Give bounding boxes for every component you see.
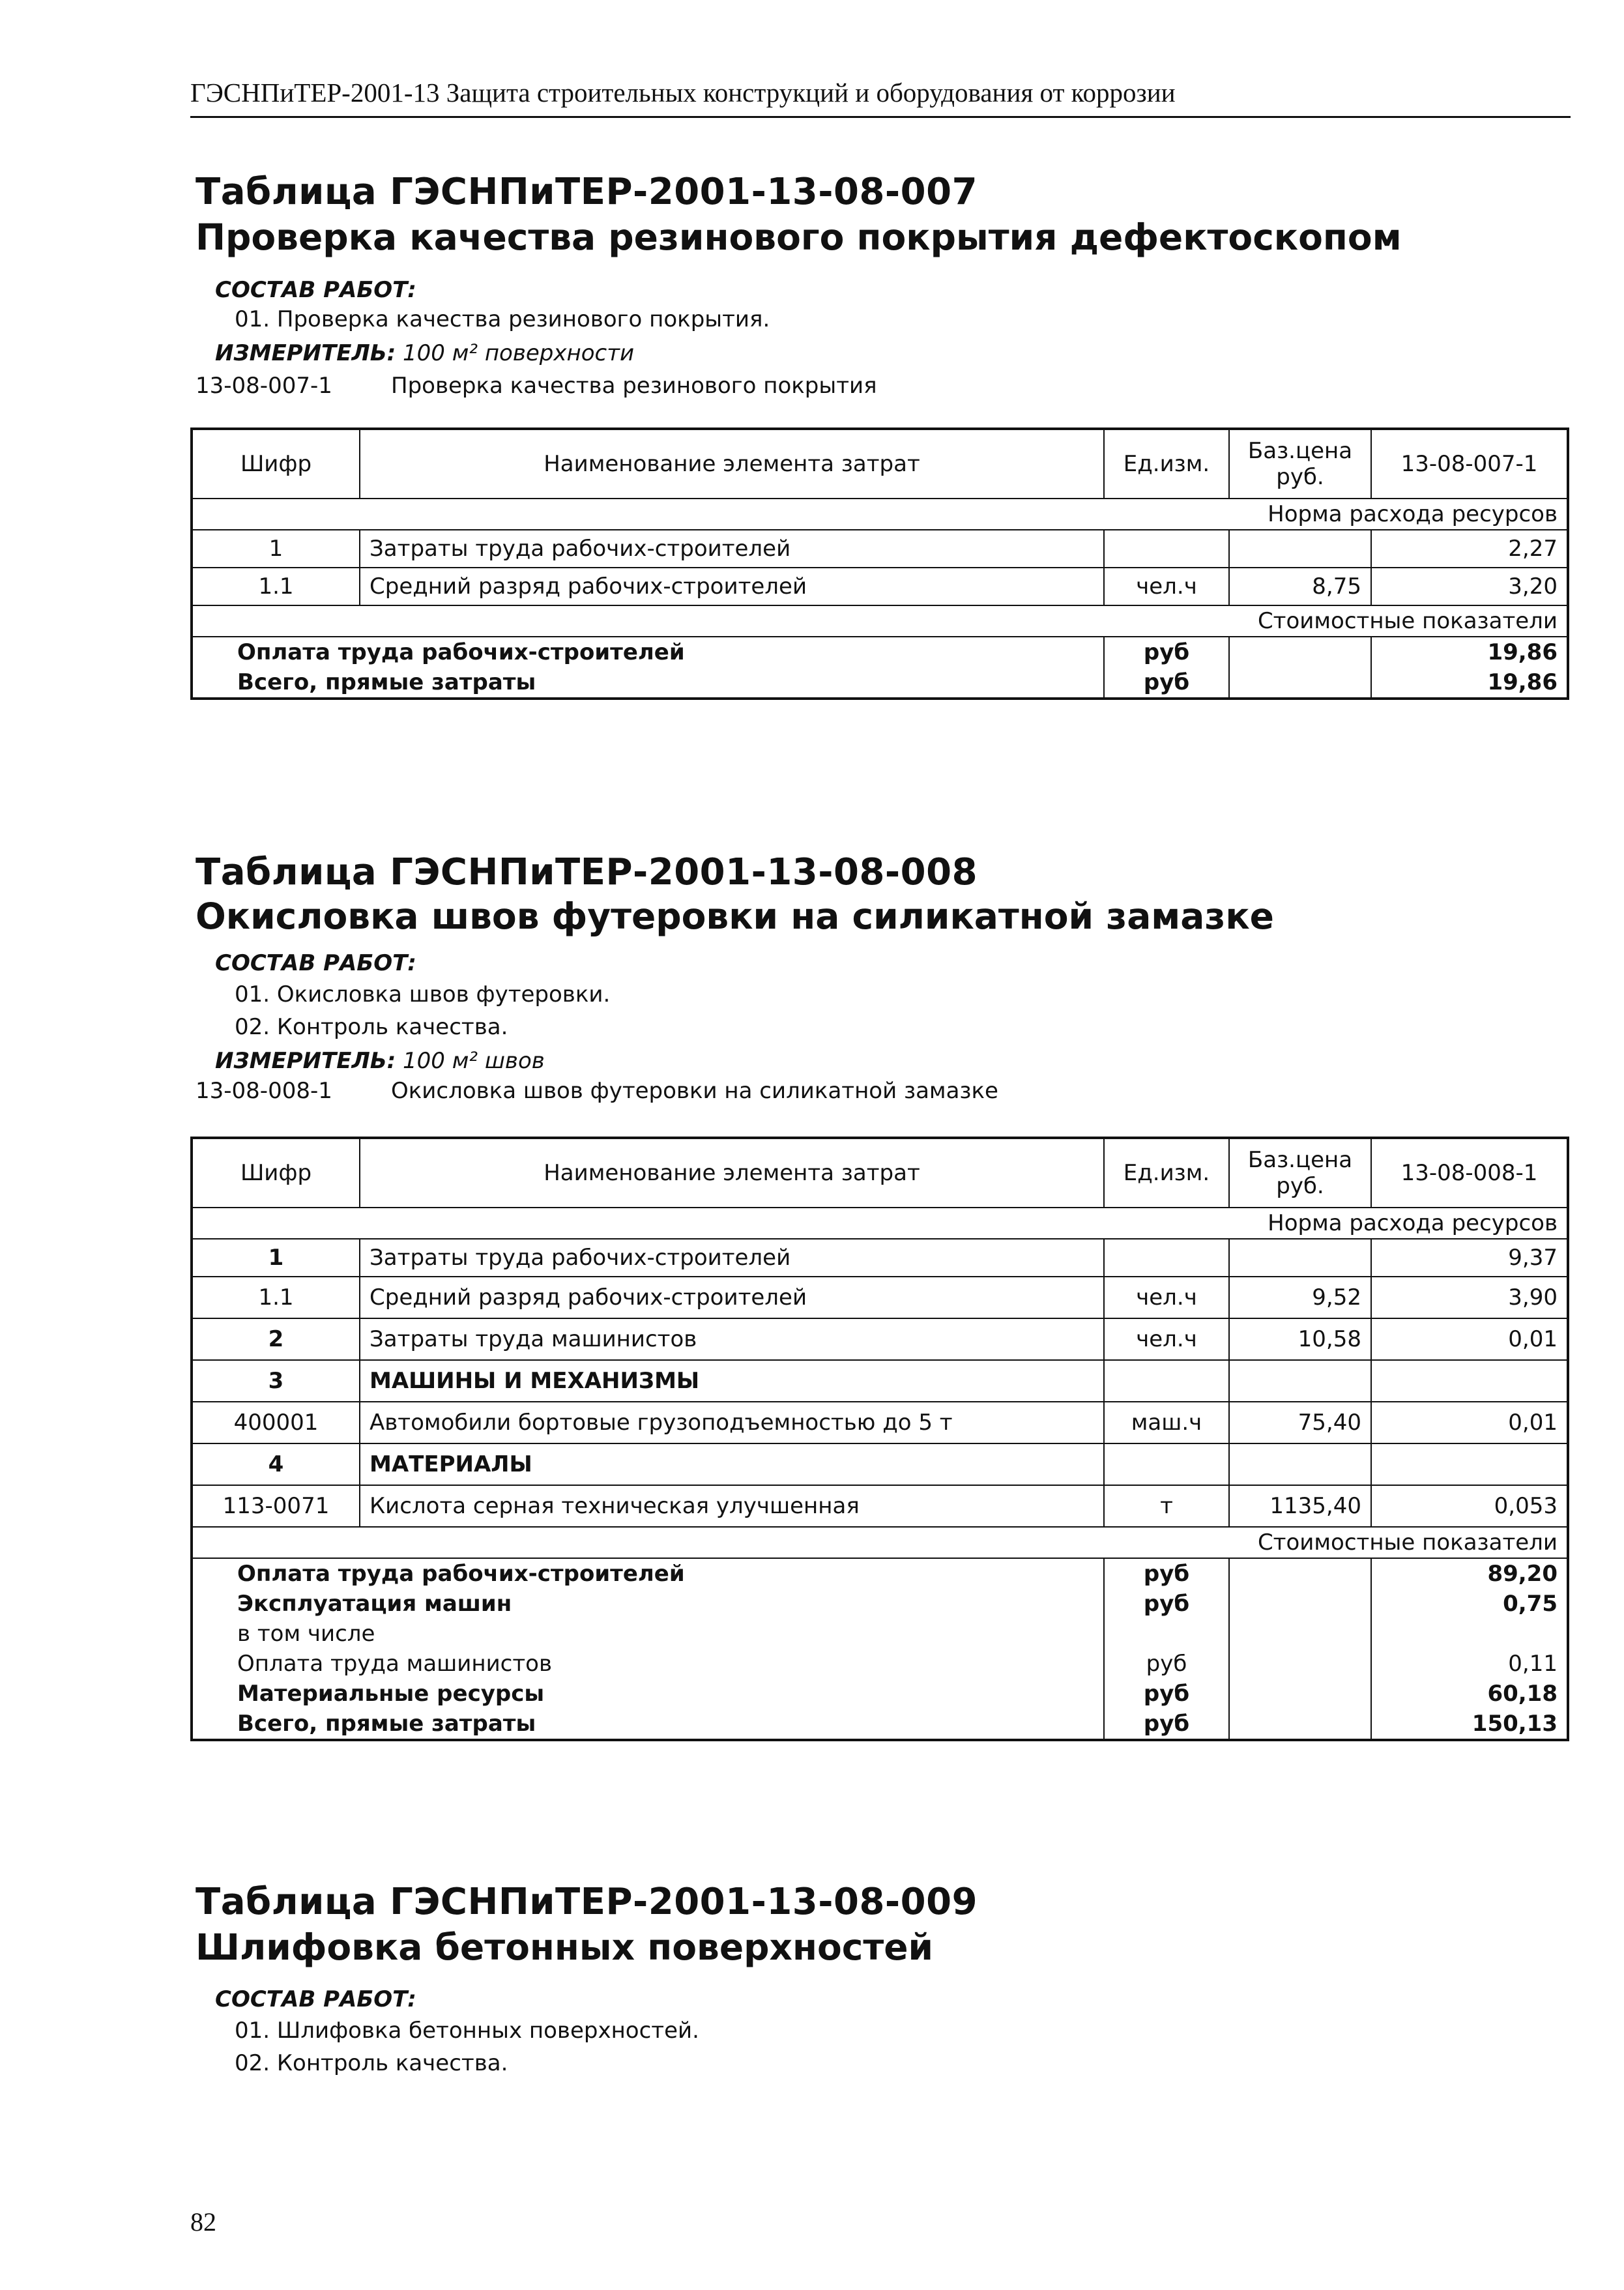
table-row [192, 568, 1568, 605]
price-cell: 10,58 [1229, 1318, 1371, 1360]
value-cell: 3,90 [1371, 1277, 1568, 1318]
empty-cell [1229, 1558, 1371, 1589]
composition-label: СОСТАВ РАБОТ: [215, 950, 416, 976]
unit-cell [1104, 1239, 1229, 1277]
code-cell: 1.1 [192, 568, 360, 605]
col-unit-header: Ед.изм. [1104, 1138, 1229, 1208]
value-cell: 150,13 [1371, 1709, 1568, 1740]
unit-cell: т [1104, 1485, 1229, 1527]
unit-cell [1104, 1360, 1229, 1402]
empty-cell [1229, 1619, 1371, 1649]
empty-cell [1229, 667, 1371, 699]
name-cell: Материальные ресурсы [192, 1679, 1104, 1709]
name-cell: Затраты труда машинистов [360, 1318, 1104, 1360]
price-cell: 1135,40 [1229, 1485, 1371, 1527]
col-code-header: Шифр [192, 1138, 360, 1208]
price-cell [1229, 1443, 1371, 1485]
value-cell [1371, 1619, 1568, 1649]
table-row [192, 1239, 1568, 1277]
code-cell: 4 [192, 1443, 360, 1485]
table-title: Таблица ГЭСНПиТЕР-2001-13-08-008 [196, 851, 978, 893]
unit-cell: руб [1104, 1558, 1229, 1589]
meter-line [215, 340, 634, 366]
code-line-text: Окисловка швов футеровки на силикатной замазке [391, 1078, 998, 1104]
unit-cell [1104, 1443, 1229, 1485]
header-rule [190, 116, 1571, 118]
col-unit-header: Ед.изм. [1104, 429, 1229, 499]
unit-cell: чел.ч [1104, 1318, 1229, 1360]
value-cell: 0,75 [1371, 1589, 1568, 1619]
meter-key: ИЗМЕРИТЕЛЬ: [215, 1048, 396, 1074]
table-row [192, 1360, 1568, 1402]
price-cell [1229, 1360, 1371, 1402]
name-cell: Затраты труда рабочих-строителей [360, 1239, 1104, 1277]
unit-cell: руб [1104, 1709, 1229, 1740]
code-cell: 113-0071 [192, 1485, 360, 1527]
norm-header: Норма расхода ресурсов [192, 1208, 1568, 1239]
total-row [192, 1558, 1568, 1589]
unit-cell: руб [1104, 667, 1229, 699]
price-cell: 8,75 [1229, 568, 1371, 605]
cost-header-row [192, 1527, 1568, 1558]
code-cell: 1.1 [192, 1277, 360, 1318]
unit-cell: чел.ч [1104, 1277, 1229, 1318]
value-cell: 89,20 [1371, 1558, 1568, 1589]
name-cell: Оплата труда рабочих-строителей [192, 637, 1104, 667]
value-cell [1371, 1360, 1568, 1402]
value-cell: 19,86 [1371, 637, 1568, 667]
name-cell: Автомобили бортовые грузоподъемностью до 5 т [360, 1402, 1104, 1443]
col-norm-code-header: 13-08-008-1 [1371, 1138, 1568, 1208]
meter-line [215, 1048, 545, 1074]
value-cell: 0,11 [1371, 1649, 1568, 1679]
unit-cell: руб [1104, 637, 1229, 667]
name-cell: в том числе [192, 1619, 1104, 1649]
table-subtitle: Окисловка швов футеровки на силикатной замазке [196, 895, 1274, 937]
work-item: 01. Проверка качества резинового покрытия. [235, 306, 770, 332]
code-cell: 1 [192, 530, 360, 568]
table-row [192, 530, 1568, 568]
name-cell: МАТЕРИАЛЫ [360, 1443, 1104, 1485]
col-name-header: Наименование элемента затрат [360, 1138, 1104, 1208]
table-subtitle: Шлифовка бетонных поверхностей [196, 1926, 934, 1968]
table-header-row [192, 429, 1568, 499]
value-cell: 0,01 [1371, 1318, 1568, 1360]
total-row [192, 1679, 1568, 1709]
cost-header: Стоимостные показатели [192, 1527, 1568, 1558]
code-line-code: 13-08-007-1 [196, 373, 332, 399]
unit-cell [1104, 530, 1229, 568]
empty-cell [1229, 1649, 1371, 1679]
value-cell: 2,27 [1371, 530, 1568, 568]
price-cell: 9,52 [1229, 1277, 1371, 1318]
work-item: 01. Шлифовка бетонных поверхностей. [235, 2018, 699, 2044]
table-row [192, 1485, 1568, 1527]
table-row [192, 1443, 1568, 1485]
total-row [192, 1589, 1568, 1619]
col-norm-code-header: 13-08-007-1 [1371, 429, 1568, 499]
table-title: Таблица ГЭСНПиТЕР-2001-13-08-007 [196, 171, 978, 213]
col-price-header: Баз.цена руб. [1229, 1138, 1371, 1208]
empty-cell [1229, 1679, 1371, 1709]
code-line [196, 373, 877, 399]
name-cell: Оплата труда машинистов [192, 1649, 1104, 1679]
name-cell: Затраты труда рабочих-строителей [360, 530, 1104, 568]
name-cell: Эксплуатация машин [192, 1589, 1104, 1619]
value-cell [1371, 1443, 1568, 1485]
name-cell: МАШИНЫ И МЕХАНИЗМЫ [360, 1360, 1104, 1402]
unit-cell: маш.ч [1104, 1402, 1229, 1443]
code-cell: 1 [192, 1239, 360, 1277]
norms-table [190, 1137, 1569, 1741]
col-code-header: Шифр [192, 429, 360, 499]
name-cell: Всего, прямые затраты [192, 667, 1104, 699]
meter-value: 100 м² швов [403, 1048, 545, 1074]
cost-header: Стоимостные показатели [192, 605, 1568, 637]
composition-label: СОСТАВ РАБОТ: [215, 1986, 416, 2012]
unit-cell: руб [1104, 1679, 1229, 1709]
empty-cell [1229, 1589, 1371, 1619]
col-name-header: Наименование элемента затрат [360, 429, 1104, 499]
code-cell: 2 [192, 1318, 360, 1360]
total-row [192, 1709, 1568, 1740]
price-cell [1229, 1239, 1371, 1277]
unit-cell: чел.ч [1104, 568, 1229, 605]
composition-label: СОСТАВ РАБОТ: [215, 277, 416, 303]
norm-header: Норма расхода ресурсов [192, 499, 1568, 530]
table-header-row [192, 1138, 1568, 1208]
code-cell: 400001 [192, 1402, 360, 1443]
cost-header-row [192, 605, 1568, 637]
value-cell: 9,37 [1371, 1239, 1568, 1277]
value-cell: 19,86 [1371, 667, 1568, 699]
value-cell: 60,18 [1371, 1679, 1568, 1709]
meter-key: ИЗМЕРИТЕЛЬ: [215, 340, 396, 366]
value-cell: 0,01 [1371, 1402, 1568, 1443]
price-cell: 75,40 [1229, 1402, 1371, 1443]
unit-cell [1104, 1619, 1229, 1649]
value-cell: 3,20 [1371, 568, 1568, 605]
code-line-text: Проверка качества резинового покрытия [391, 373, 877, 399]
price-cell [1229, 530, 1371, 568]
col-price-header: Баз.цена руб. [1229, 429, 1371, 499]
name-cell: Средний разряд рабочих-строителей [360, 1277, 1104, 1318]
name-cell: Средний разряд рабочих-строителей [360, 568, 1104, 605]
table-row [192, 1277, 1568, 1318]
norm-header-row [192, 1208, 1568, 1239]
unit-cell: руб [1104, 1649, 1229, 1679]
page-number: 82 [190, 2207, 216, 2237]
unit-cell: руб [1104, 1589, 1229, 1619]
table-title: Таблица ГЭСНПиТЕР-2001-13-08-009 [196, 1881, 978, 1923]
total-row [192, 667, 1568, 699]
total-row [192, 637, 1568, 667]
total-row [192, 1619, 1568, 1649]
work-item: 02. Контроль качества. [235, 1014, 508, 1040]
table-row [192, 1402, 1568, 1443]
empty-cell [1229, 1709, 1371, 1740]
table-subtitle: Проверка качества резинового покрытия дефектоскопом [196, 216, 1402, 258]
name-cell: Оплата труда рабочих-строителей [192, 1558, 1104, 1589]
code-line-code: 13-08-008-1 [196, 1078, 332, 1104]
value-cell: 0,053 [1371, 1485, 1568, 1527]
name-cell: Всего, прямые затраты [192, 1709, 1104, 1740]
code-line [196, 1078, 998, 1104]
total-row [192, 1649, 1568, 1679]
norm-header-row [192, 499, 1568, 530]
norms-table [190, 428, 1569, 700]
running-header: ГЭСНПиТЕР-2001-13 Защита строительных конструкций и оборудования от коррозии [190, 78, 1176, 108]
code-cell: 3 [192, 1360, 360, 1402]
work-item: 02. Контроль качества. [235, 2050, 508, 2076]
meter-value: 100 м² поверхности [403, 340, 635, 366]
table-row [192, 1318, 1568, 1360]
empty-cell [1229, 637, 1371, 667]
name-cell: Кислота серная техническая улучшенная [360, 1485, 1104, 1527]
work-item: 01. Окисловка швов футеровки. [235, 981, 611, 1007]
